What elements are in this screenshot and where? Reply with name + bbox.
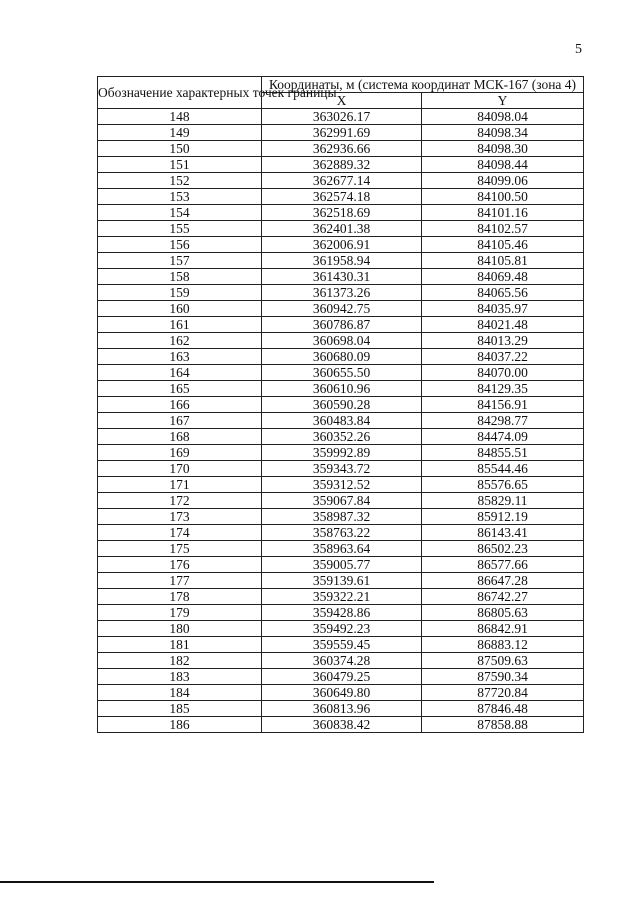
x-coordinate-cell: 359005.77 — [262, 557, 422, 573]
point-cell: 168 — [98, 429, 262, 445]
x-coordinate-cell: 359559.45 — [262, 637, 422, 653]
x-coordinate-cell: 360655.50 — [262, 365, 422, 381]
point-cell: 149 — [98, 125, 262, 141]
table-row — [98, 205, 584, 221]
x-coordinate-cell: 359067.84 — [262, 493, 422, 509]
y-coordinate-cell: 84102.57 — [422, 221, 584, 237]
point-cell: 156 — [98, 237, 262, 253]
x-coordinate-cell: 360479.25 — [262, 669, 422, 685]
table-row — [98, 237, 584, 253]
table-row — [98, 477, 584, 493]
point-cell: 167 — [98, 413, 262, 429]
point-cell: 148 — [98, 109, 262, 125]
x-coordinate-cell: 362677.14 — [262, 173, 422, 189]
y-coordinate-cell: 84105.46 — [422, 237, 584, 253]
table-row — [98, 253, 584, 269]
y-coordinate-cell: 84035.97 — [422, 301, 584, 317]
x-coordinate-cell: 360680.09 — [262, 349, 422, 365]
point-cell: 161 — [98, 317, 262, 333]
table-row — [98, 669, 584, 685]
y-coordinate-cell: 84069.48 — [422, 269, 584, 285]
point-cell: 170 — [98, 461, 262, 477]
table-row — [98, 429, 584, 445]
x-coordinate-cell: 359428.86 — [262, 605, 422, 621]
x-coordinate-cell: 361373.26 — [262, 285, 422, 301]
point-cell: 173 — [98, 509, 262, 525]
coordinates-header: Координаты, м (система координат МСК-167 (зона 4) — [262, 77, 584, 93]
x-coordinate-cell: 361958.94 — [262, 253, 422, 269]
table-row — [98, 221, 584, 237]
x-coordinate-cell: 360838.42 — [262, 717, 422, 733]
y-coordinate-cell: 86742.27 — [422, 589, 584, 605]
table-row — [98, 413, 584, 429]
point-cell: 164 — [98, 365, 262, 381]
table-row — [98, 349, 584, 365]
table-row — [98, 461, 584, 477]
point-cell: 182 — [98, 653, 262, 669]
point-cell: 166 — [98, 397, 262, 413]
x-coordinate-cell: 359139.61 — [262, 573, 422, 589]
y-coordinate-cell: 84099.06 — [422, 173, 584, 189]
point-cell: 154 — [98, 205, 262, 221]
x-coordinate-cell: 359492.23 — [262, 621, 422, 637]
table-row — [98, 589, 584, 605]
y-coordinate-cell: 86577.66 — [422, 557, 584, 573]
point-cell: 151 — [98, 157, 262, 173]
point-cell: 180 — [98, 621, 262, 637]
point-cell: 186 — [98, 717, 262, 733]
page-number: 5 — [575, 42, 582, 57]
point-cell: 178 — [98, 589, 262, 605]
table-row — [98, 125, 584, 141]
x-coordinate-cell: 361430.31 — [262, 269, 422, 285]
table-row — [98, 493, 584, 509]
x-coordinate-cell: 360786.87 — [262, 317, 422, 333]
y-coordinate-cell: 84098.34 — [422, 125, 584, 141]
point-cell: 179 — [98, 605, 262, 621]
point-cell: 152 — [98, 173, 262, 189]
point-cell: 153 — [98, 189, 262, 205]
coordinates-table — [97, 76, 584, 733]
y-coordinate-cell: 84013.29 — [422, 333, 584, 349]
point-cell: 158 — [98, 269, 262, 285]
table-row — [98, 333, 584, 349]
table-row — [98, 621, 584, 637]
point-cell: 159 — [98, 285, 262, 301]
table-row — [98, 397, 584, 413]
x-coordinate-cell: 358987.32 — [262, 509, 422, 525]
x-coordinate-cell: 362889.32 — [262, 157, 422, 173]
table-row — [98, 557, 584, 573]
y-coordinate-cell: 87858.88 — [422, 717, 584, 733]
y-coordinate-cell: 85576.65 — [422, 477, 584, 493]
point-cell: 157 — [98, 253, 262, 269]
table-header — [98, 77, 584, 109]
x-coordinate-cell: 360649.80 — [262, 685, 422, 701]
point-cell: 177 — [98, 573, 262, 589]
x-coordinate-cell: 362518.69 — [262, 205, 422, 221]
y-coordinate-cell: 84101.16 — [422, 205, 584, 221]
point-cell: 176 — [98, 557, 262, 573]
table-row — [98, 445, 584, 461]
x-coordinate-cell: 360813.96 — [262, 701, 422, 717]
x-coordinate-cell: 360483.84 — [262, 413, 422, 429]
x-coordinate-cell: 360352.26 — [262, 429, 422, 445]
x-column-header: X — [262, 93, 422, 109]
x-coordinate-cell: 360374.28 — [262, 653, 422, 669]
x-coordinate-cell: 363026.17 — [262, 109, 422, 125]
y-coordinate-cell: 86805.63 — [422, 605, 584, 621]
x-coordinate-cell: 360590.28 — [262, 397, 422, 413]
point-cell: 174 — [98, 525, 262, 541]
table-row — [98, 509, 584, 525]
y-coordinate-cell: 86883.12 — [422, 637, 584, 653]
y-coordinate-cell: 86647.28 — [422, 573, 584, 589]
table-row — [98, 685, 584, 701]
x-coordinate-cell: 362936.66 — [262, 141, 422, 157]
y-coordinate-cell: 84298.77 — [422, 413, 584, 429]
y-coordinate-cell: 84098.04 — [422, 109, 584, 125]
x-coordinate-cell: 359322.21 — [262, 589, 422, 605]
table-row — [98, 525, 584, 541]
table-row — [98, 269, 584, 285]
point-cell: 181 — [98, 637, 262, 653]
y-coordinate-cell: 84098.44 — [422, 157, 584, 173]
point-cell: 165 — [98, 381, 262, 397]
y-column-header: Y — [422, 93, 584, 109]
point-cell: 175 — [98, 541, 262, 557]
table-row — [98, 189, 584, 205]
point-cell: 185 — [98, 701, 262, 717]
table-row — [98, 717, 584, 733]
table-row — [98, 541, 584, 557]
y-coordinate-cell: 84156.91 — [422, 397, 584, 413]
table-row — [98, 381, 584, 397]
y-coordinate-cell: 86502.23 — [422, 541, 584, 557]
table-row — [98, 173, 584, 189]
table-row — [98, 109, 584, 125]
y-coordinate-cell: 87846.48 — [422, 701, 584, 717]
table-row — [98, 285, 584, 301]
point-cell: 184 — [98, 685, 262, 701]
y-coordinate-cell: 84100.50 — [422, 189, 584, 205]
footer-rule — [0, 881, 434, 883]
x-coordinate-cell: 362401.38 — [262, 221, 422, 237]
table-row — [98, 653, 584, 669]
y-coordinate-cell: 87509.63 — [422, 653, 584, 669]
x-coordinate-cell: 360610.96 — [262, 381, 422, 397]
table-row — [98, 637, 584, 653]
y-coordinate-cell: 85544.46 — [422, 461, 584, 477]
point-designation-header: Обозначение характерных точек границы — [98, 77, 262, 109]
y-coordinate-cell: 84065.56 — [422, 285, 584, 301]
y-coordinate-cell: 84098.30 — [422, 141, 584, 157]
y-coordinate-cell: 87720.84 — [422, 685, 584, 701]
x-coordinate-cell: 360942.75 — [262, 301, 422, 317]
x-coordinate-cell: 359343.72 — [262, 461, 422, 477]
y-coordinate-cell: 84070.00 — [422, 365, 584, 381]
y-coordinate-cell: 84037.22 — [422, 349, 584, 365]
y-coordinate-cell: 85829.11 — [422, 493, 584, 509]
y-coordinate-cell: 84474.09 — [422, 429, 584, 445]
table-body — [98, 109, 584, 733]
y-coordinate-cell: 84855.51 — [422, 445, 584, 461]
x-coordinate-cell: 358763.22 — [262, 525, 422, 541]
y-coordinate-cell: 85912.19 — [422, 509, 584, 525]
table-row — [98, 605, 584, 621]
table-row — [98, 365, 584, 381]
x-coordinate-cell: 359312.52 — [262, 477, 422, 493]
y-coordinate-cell: 84129.35 — [422, 381, 584, 397]
table-row — [98, 573, 584, 589]
table-row — [98, 301, 584, 317]
point-cell: 155 — [98, 221, 262, 237]
point-cell: 169 — [98, 445, 262, 461]
x-coordinate-cell: 358963.64 — [262, 541, 422, 557]
x-coordinate-cell: 362991.69 — [262, 125, 422, 141]
point-cell: 162 — [98, 333, 262, 349]
point-cell: 160 — [98, 301, 262, 317]
x-coordinate-cell: 359992.89 — [262, 445, 422, 461]
point-cell: 172 — [98, 493, 262, 509]
table-row — [98, 701, 584, 717]
table-row — [98, 141, 584, 157]
y-coordinate-cell: 86842.91 — [422, 621, 584, 637]
table-row — [98, 157, 584, 173]
x-coordinate-cell: 362006.91 — [262, 237, 422, 253]
y-coordinate-cell: 84105.81 — [422, 253, 584, 269]
y-coordinate-cell: 84021.48 — [422, 317, 584, 333]
x-coordinate-cell: 362574.18 — [262, 189, 422, 205]
point-cell: 163 — [98, 349, 262, 365]
point-cell: 183 — [98, 669, 262, 685]
x-coordinate-cell: 360698.04 — [262, 333, 422, 349]
y-coordinate-cell: 87590.34 — [422, 669, 584, 685]
table-row — [98, 317, 584, 333]
point-cell: 150 — [98, 141, 262, 157]
y-coordinate-cell: 86143.41 — [422, 525, 584, 541]
point-cell: 171 — [98, 477, 262, 493]
